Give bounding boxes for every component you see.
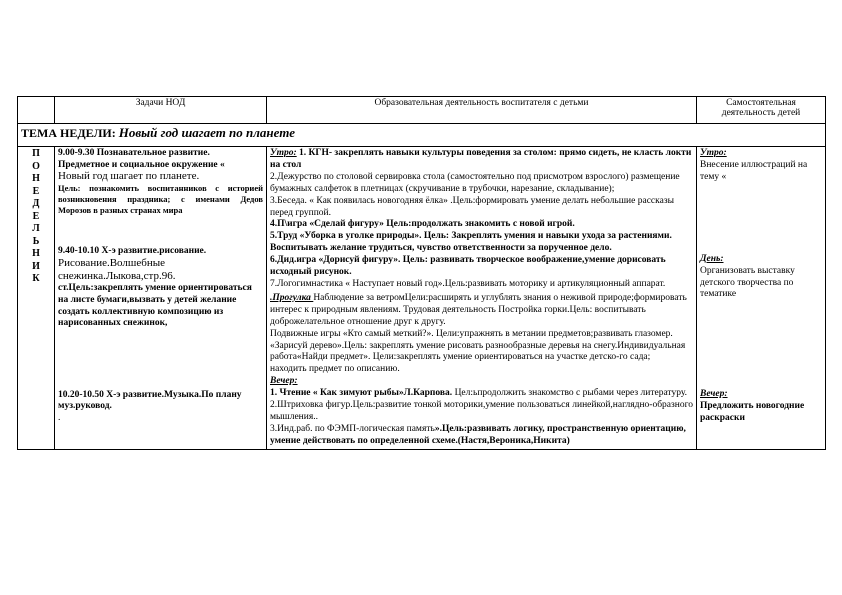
- morning-item-1: Утро: 1. КГН- закреплять навыки культуры поведения за столом: прямо сидеть, не класть локти на стол: [270, 148, 692, 170]
- header-tasks: Задачи НОД: [55, 97, 267, 124]
- header-row: [18, 97, 826, 124]
- day-letter: Ь: [32, 235, 40, 247]
- task1-title: 9.00-9.30 Познавательное развитие.: [58, 148, 210, 158]
- day-letter: О: [32, 160, 40, 172]
- independent-morning-label: Утро:: [700, 148, 727, 158]
- task2-title: 9.40-10.10 Х-э развитие.рисование.: [58, 245, 207, 256]
- morning-item-3: 3.Беседа. « Как появилась новогодняя ёлка» .Цель:формировать умение делать небольшие рассказы перед группой.: [270, 195, 674, 218]
- independent-cell: [697, 147, 826, 450]
- evening-item-3: 3.Инд.раб. по ФЭМП-логическая память».Цель:развивать логику, пространственную ориентацию, умение действовать по определенной схеме.(Настя,Вероника,Никита): [270, 423, 686, 446]
- walk-label: .Прогулка: [270, 292, 314, 303]
- task2-topic: Рисование.Волшебные снежинка.Лыкова,стр.96.: [58, 257, 176, 283]
- independent-day-label: День:: [700, 253, 724, 264]
- day-letter: Д: [32, 198, 40, 209]
- task1-goal: Цель: познакомить воспитанников с историей возникновения праздника; с именами Дедов Морозов в разных странах мира: [58, 182, 263, 215]
- week-label: ТЕМА НЕДЕЛИ:: [21, 126, 116, 140]
- day-letter: Н: [32, 248, 40, 259]
- morning-item-2: 2.Дежурство по столовой сервировка стола (самостоятельно под присмотром взрослого) размещение бумажных салфеток в плетницах (скручивание в трубочки, нарезание, складывание);: [270, 171, 680, 194]
- day-letter: Е: [32, 210, 40, 222]
- day-letter: П: [32, 148, 40, 159]
- task3-title: 10.20-10.50 Х-э развитие.Музыка.По плану муз.руковод.: [58, 389, 242, 412]
- day-name-vertical: [18, 147, 55, 450]
- morning-item-4: 4.П\игра «Сделай фигуру» Цель:продолжать знакомить с новой игрой.: [270, 219, 575, 230]
- morning-label: Утро:: [270, 148, 297, 158]
- morning-item-6: 6.Дид.игра «Дорисуй фигуру». Цель: развивать творческое воображение,умение дорисовать исходный рисунок.: [270, 255, 666, 278]
- independent-morning-text: Внесение иллюстраций на тему «: [700, 159, 808, 182]
- task2-goal: ст.Цель:закреплять умение ориентироваться на листе бумаги,вызвать у детей желание создать коллективную композицию из нарисованных снежинок,: [58, 283, 252, 329]
- task3-dot: .: [58, 412, 61, 423]
- week-theme: Новый год шагает по планете: [118, 125, 295, 140]
- morning-item-7: 7.Логогимнастика « Наступает новый год».Цель:развивать моторику и артикуляционный аппарат.: [270, 278, 666, 289]
- header-activity: Образовательная деятельность воспитателя с детьми: [267, 97, 697, 124]
- week-theme-cell: [18, 124, 826, 147]
- day-letter: К: [32, 273, 40, 284]
- walk-games-cont: находить предмет по описанию.: [270, 364, 400, 375]
- task1-area: Предметное и социальное окружение «: [58, 159, 225, 170]
- evening-item-1: 1. Чтение « Как зимуют рыбы»Л.Карпова. Цел:ьпродолжить знакомство с рыбами через литературу.: [270, 388, 687, 399]
- independent-evening-text: Предложить новогодние раскраски: [700, 401, 805, 424]
- monday-row: [18, 147, 826, 450]
- walk-block: .Прогулка Наблюдение за ветромЦели:расширять и углублять знания о неживой природе;формировать интерес к природным явлениям. Трудовая деятельность Постройка горки.Цель: воспитывать доброжелательное отношение друг к другу.: [270, 292, 687, 327]
- evening-item-2: 2.Штриховка фигур.Цель:развитие тонкой моторики,умение пользоваться линейкой,наглядно-образного мышления..: [270, 400, 693, 422]
- day-letter: Е: [32, 185, 40, 197]
- day-letter: И: [32, 260, 40, 272]
- day-letter: Л: [32, 223, 40, 234]
- independent-evening-label: Вечер:: [700, 389, 728, 400]
- evening-label: Вечер:: [270, 376, 298, 387]
- week-theme-row: [18, 124, 826, 147]
- morning-item-5: 5.Труд «Уборка в уголке природы». Цель: Закреплять умения и навыки ухода за растениями. Воспитывать желание трудиться, чувство ответственности за порученное дело.: [270, 231, 672, 254]
- header-independent: Самостоятельная деятельность детей: [697, 97, 826, 124]
- header-empty-cell: [18, 97, 55, 124]
- plan-table: [17, 96, 826, 450]
- tasks-cell: [55, 147, 267, 450]
- independent-day-text: Организовать выставку детского творчества по тематике: [700, 265, 795, 300]
- walk-games: Подвижные игры «Кто самый меткий?». Цели:упражнять в метании предметов;развивать глазомер. «Зарисуй дерево».Цель: закреплять умение рисовать разнообразные деревья на снегу.Индивидуальная работа«Найди предмет». Цели:закреплять умение ориентироваться на участке детско-го сада;: [270, 328, 686, 363]
- task1-topic: Новый год шагает по планете.: [58, 170, 200, 183]
- activity-cell: [267, 147, 697, 450]
- day-letter: Н: [32, 173, 40, 184]
